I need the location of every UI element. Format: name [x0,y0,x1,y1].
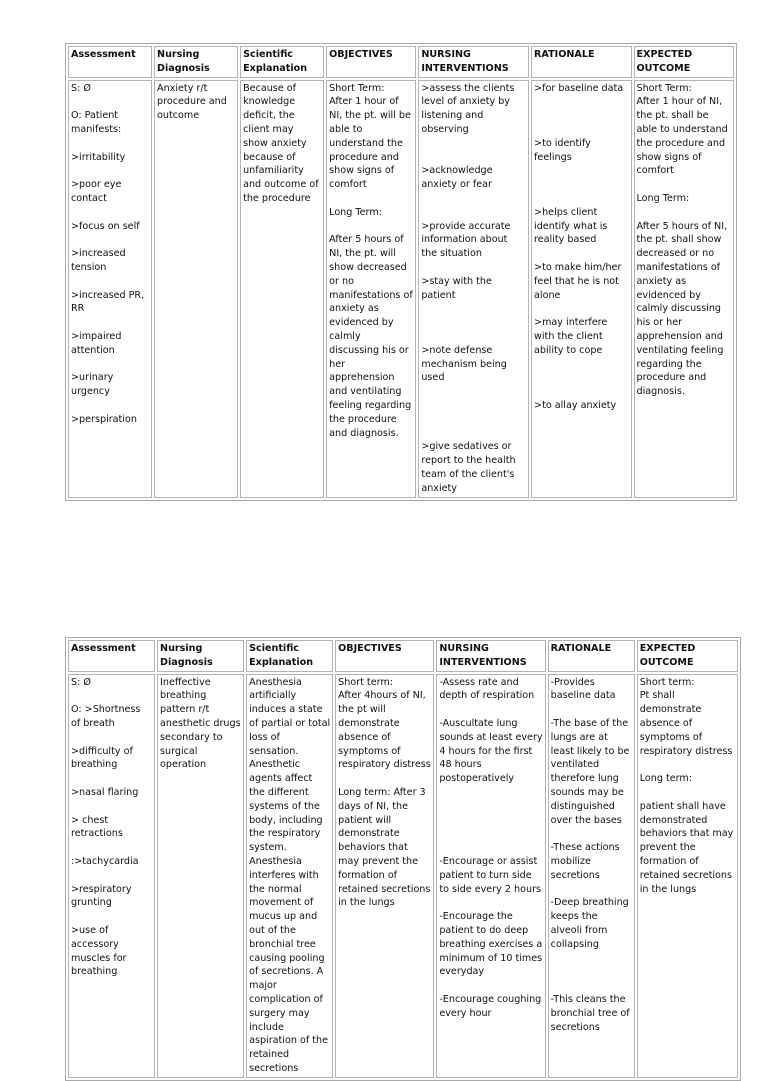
header-objectives: OBJECTIVES [335,640,434,672]
cell-objectives: Short term: After 4hours of NI, the pt will demonstrate absence of symptoms of respiratory distress Long term: After 3 days of NI, the patient will demonstrate behaviors that may prevent the formation of retained secretions in the lungs [335,674,434,1078]
cell-objectives: Short Term: After 1 hour of NI, the pt. will be able to understand the procedure and show signs of comfort Long Term: After 5 hours of NI, the pt. will show decreased or no manifestations of anxiety as evidenced by calmly discussing his or her apprehension and ventilating feeling regarding the procedure and diagnosis. [326,80,416,498]
header-expected-outcome: EXPECTED OUTCOME [634,46,735,78]
table-row [68,674,738,1078]
cell-scientific-explanation: Because of knowledge deficit, the client may show anxiety because of unfamiliarity and outcome of the procedure [240,80,324,498]
cell-nursing-diagnosis: Anxiety r/t procedure and outcome [154,80,238,498]
cell-nursing-interventions: >assess the clients level of anxiety by listening and observing >acknowledge anxiety or fear >provide accurate information about the situation >stay with the patient >note defense mechanism being used >give sedatives or report to the health team of the client's anxiety [418,80,529,498]
cell-rationale: >for baseline data >to identify feelings >helps client identify what is reality based >to make him/her feel that he is not alone >may interfere with the client ability to cope >to allay anxiety [531,80,631,498]
header-nursing-diagnosis: Nursing Diagnosis [154,46,238,78]
header-objectives: OBJECTIVES [326,46,416,78]
header-scientific-explanation: Scientific Explanation [240,46,324,78]
cell-assessment: S: Ø O: Patient manifests: >irritability >poor eye contact >focus on self >increased tension >increased PR, RR >impaired attention >urinary urgency >perspiration [68,80,152,498]
header-rationale: RATIONALE [548,640,635,672]
nursing-care-plan-table-breathing [65,637,741,1081]
cell-expected-outcome: Short Term: After 1 hour of NI, the pt. shall be able to understand the procedure and show signs of comfort Long Term: After 5 hours of NI, the pt. shall show decreased or no manifestations of anxiety as evidenced by calmly discussing his or her apprehension and ventilating feeling regarding the procedure and diagnosis. [634,80,735,498]
table-row [68,80,734,498]
cell-assessment: S: Ø O: >Shortness of breath >difficulty of breathing >nasal flaring > chest retractions :>tachycardia >respiratory grunting >use of accessory muscles for breathing [68,674,155,1078]
header-nursing-interventions: NURSING INTERVENTIONS [436,640,545,672]
header-expected-outcome: EXPECTED OUTCOME [637,640,738,672]
table-header-row [68,640,738,672]
cell-nursing-interventions: -Assess rate and depth of respiration -Auscultate lung sounds at least every 4 hours for the first 48 hours postoperatively -Encourage or assist patient to turn side to side every 2 hours -Encourage the patient to do deep breathing exercises a minimum of 10 times everyday -Encourage coughing every hour [436,674,545,1078]
header-assessment: Assessment [68,640,155,672]
header-assessment: Assessment [68,46,152,78]
nursing-care-plan-table-anxiety [65,43,737,501]
cell-expected-outcome: Short term: Pt shall demonstrate absence of symptoms of respiratory distress Long term: patient shall have demonstrated behaviors that may prevent the formation of retained secretions in the lungs [637,674,738,1078]
header-scientific-explanation: Scientific Explanation [246,640,333,672]
cell-rationale: -Provides baseline data -The base of the lungs are at least likely to be ventilated therefore lung sounds may be distinguished over the bases -These actions mobilize secretions -Deep breathing keeps the alveoli from collapsing -This cleans the bronchial tree of secretions [548,674,635,1078]
header-nursing-interventions: NURSING INTERVENTIONS [418,46,529,78]
header-rationale: RATIONALE [531,46,631,78]
cell-nursing-diagnosis: Ineffective breathing pattern r/t anesthetic drugs secondary to surgical operation [157,674,244,1078]
table-header-row [68,46,734,78]
header-nursing-diagnosis: Nursing Diagnosis [157,640,244,672]
cell-scientific-explanation: Anesthesia artificially induces a state of partial or total loss of sensation. Anesthetic agents affect the different systems of the body, including the respiratory system. Anesthesia interferes with the normal movement of mucus up and out of the bronchial tree causing pooling of secretions. A major complication of surgery may include aspiration of the retained secretions [246,674,333,1078]
